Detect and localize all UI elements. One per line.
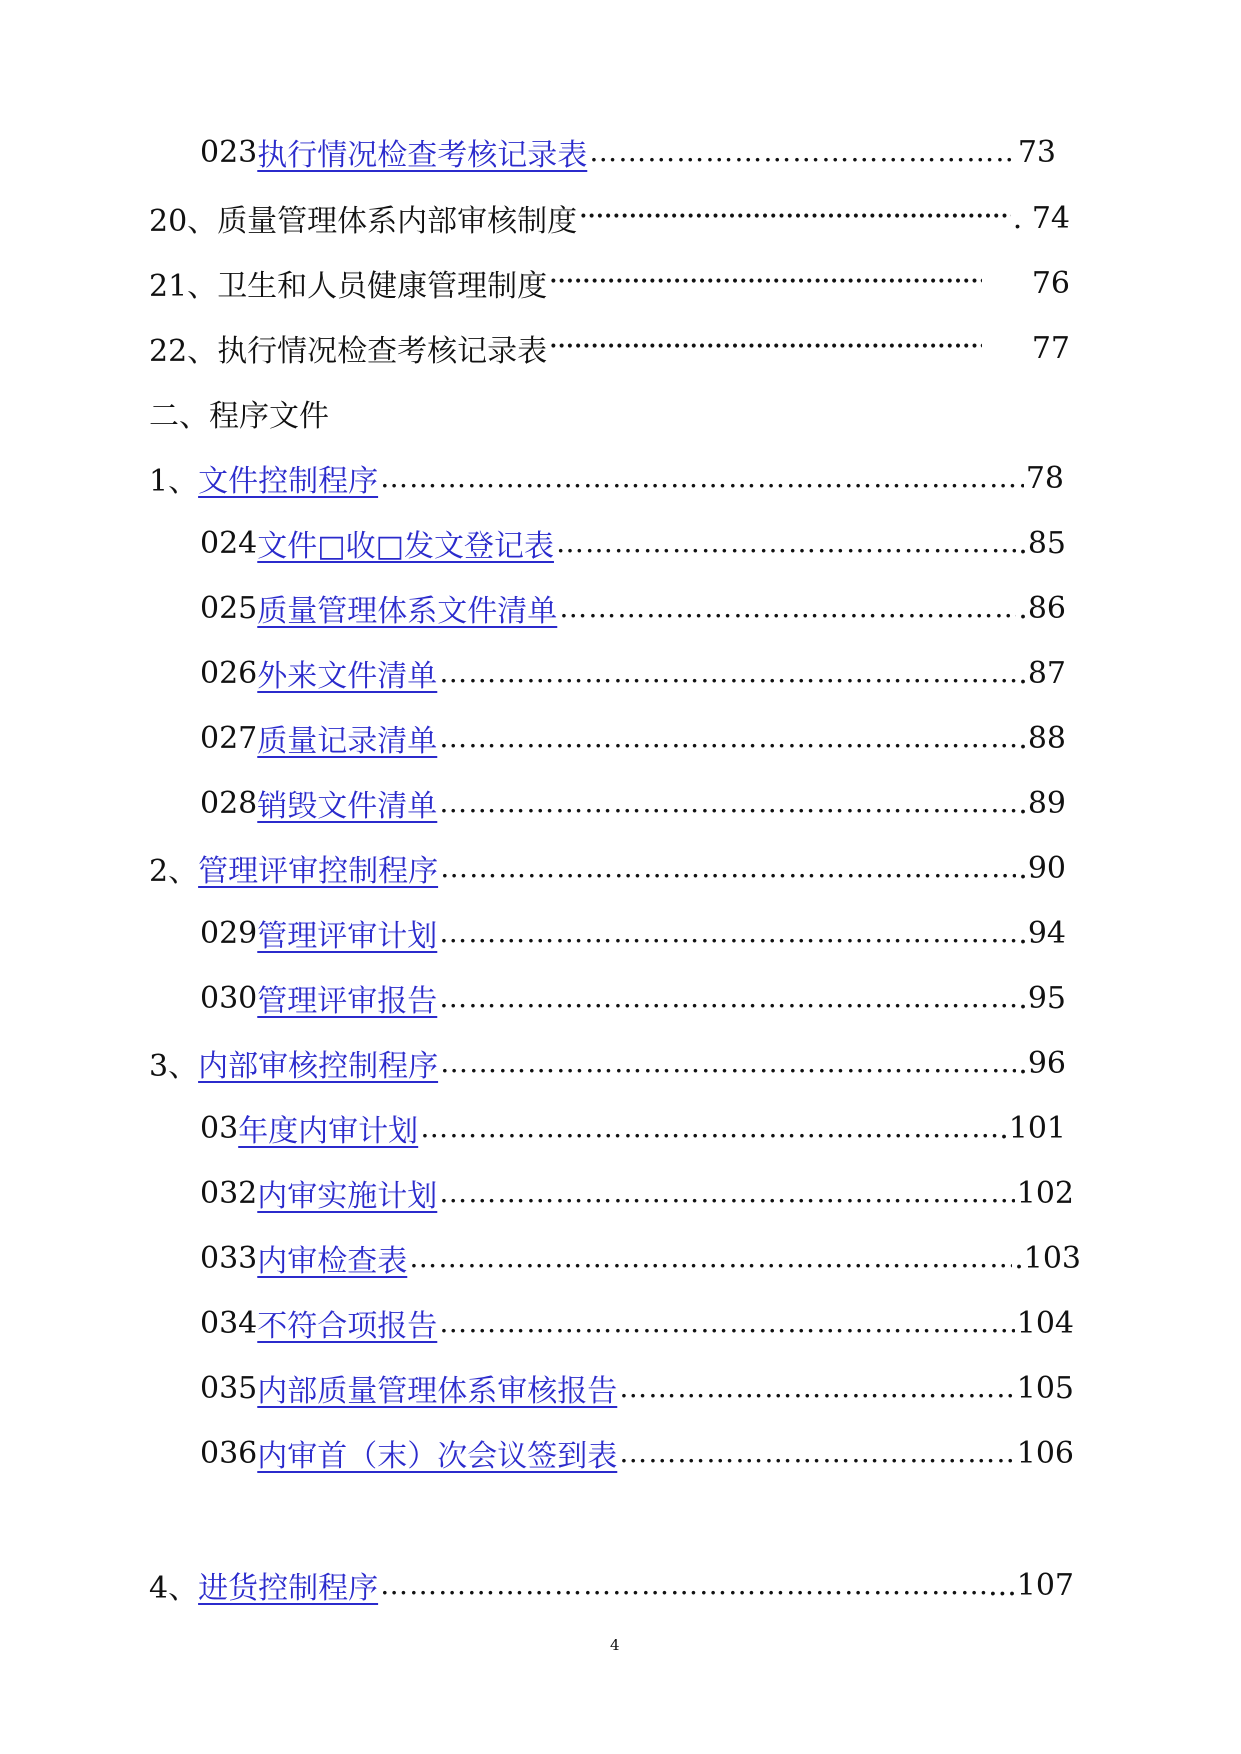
entry-page-number: .101 [999, 1110, 1066, 1146]
entry-page-number: 105 [1016, 1370, 1074, 1406]
dot-leader [439, 976, 1016, 1020]
toc-entry[interactable] [149, 456, 1064, 500]
entry-number: 036 [200, 1435, 258, 1471]
entry-number: 034 [200, 1305, 258, 1341]
toc-entry [149, 261, 1070, 305]
entry-number: 20、 [149, 204, 218, 239]
entry-page-number: .90 [1018, 850, 1066, 886]
dot-leader [420, 1106, 997, 1150]
entry-page-number: .87 [1018, 655, 1066, 691]
section-number: 二、 [149, 399, 209, 434]
toc-entry[interactable] [200, 911, 1066, 955]
toc-entry[interactable] [200, 521, 1066, 565]
entry-page-number: ...107 [988, 1567, 1074, 1603]
dot-leader [380, 456, 1024, 500]
toc-entry[interactable] [200, 1301, 1074, 1345]
entry-title-link[interactable]: 管理评审控制程序 [198, 854, 439, 889]
dot-leader [380, 1563, 986, 1607]
entry-title-link[interactable]: 进货控制程序 [198, 1571, 379, 1606]
entry-number: 033 [200, 1240, 258, 1276]
entry-page-number: 102 [1016, 1175, 1074, 1211]
entry-title: 执行情况检查考核记录表 [217, 334, 548, 369]
section-title: 程序文件 [209, 399, 329, 434]
bullet-leader [549, 261, 982, 305]
entry-title-link[interactable]: 内部审核控制程序 [198, 1049, 439, 1084]
entry-number: 032 [200, 1175, 258, 1211]
entry-page-number: 104 [1016, 1305, 1074, 1341]
entry-title-link[interactable]: 质量管理体系文件清单 [257, 594, 558, 629]
entry-number: 1、 [149, 464, 199, 499]
entry-title-link[interactable]: 外来文件清单 [257, 659, 438, 694]
entry-page-number: 77 [1031, 330, 1070, 366]
entry-page-number: . 74 [1012, 200, 1070, 236]
entry-number: 024 [200, 525, 258, 561]
toc-entry[interactable] [200, 716, 1066, 760]
entry-page-number: .86 [1018, 590, 1066, 626]
section-heading [149, 391, 749, 435]
toc-entry[interactable] [200, 1366, 1074, 1410]
entry-title-link[interactable]: 管理评审报告 [257, 984, 438, 1019]
entry-page-number: .96 [1018, 1045, 1066, 1081]
entry-title-link[interactable]: 不符合项报告 [257, 1309, 438, 1344]
entry-page-number: .95 [1018, 980, 1066, 1016]
entry-page-number: .89 [1018, 785, 1066, 821]
dot-leader [559, 586, 1016, 630]
entry-title: 卫生和人员健康管理制度 [217, 269, 548, 304]
bullet-leader [549, 326, 982, 370]
entry-page-number: .103 [1014, 1240, 1081, 1276]
entry-title-link[interactable]: 质量记录清单 [257, 724, 438, 759]
toc-entry [149, 196, 1070, 240]
dot-leader [589, 130, 1016, 174]
toc-entry[interactable] [200, 1431, 1074, 1475]
entry-title-link[interactable]: 管理评审计划 [257, 919, 438, 954]
entry-number: 026 [200, 655, 258, 691]
toc-entry [149, 326, 1070, 370]
toc-entry[interactable] [149, 1041, 1066, 1085]
entry-title-link[interactable]: 内审检查表 [257, 1244, 408, 1279]
toc-entry[interactable] [200, 651, 1066, 695]
entry-number: 029 [200, 915, 258, 951]
entry-title-link[interactable]: 执行情况检查考核记录表 [257, 138, 588, 173]
entry-page-number: 106 [1016, 1435, 1074, 1471]
entry-page-number: 73 [1017, 134, 1056, 170]
dot-leader [619, 1431, 1014, 1475]
entry-number: 4、 [149, 1571, 199, 1606]
entry-number: 3、 [149, 1049, 199, 1084]
entry-title-link[interactable]: 内审首（末）次会议签到表 [257, 1439, 618, 1474]
toc-entry[interactable] [200, 1236, 1081, 1280]
dot-leader [439, 911, 1016, 955]
entry-number: 028 [200, 785, 258, 821]
entry-page-number: .88 [1018, 720, 1066, 756]
entry-title-link[interactable]: 文件□收□发文登记表 [257, 529, 554, 564]
entry-page-number: 76 [1031, 265, 1070, 301]
toc-entry[interactable] [200, 976, 1066, 1020]
bullet-leader [579, 196, 1011, 240]
toc-entry[interactable] [200, 130, 1056, 174]
entry-number: 027 [200, 720, 258, 756]
dot-leader [556, 521, 1016, 565]
dot-leader [439, 651, 1016, 695]
toc-entry[interactable] [149, 1563, 1074, 1607]
toc-entry[interactable] [200, 1171, 1074, 1215]
dot-leader [409, 1236, 1012, 1280]
toc-entry[interactable] [200, 1106, 1066, 1150]
entry-number: 035 [200, 1370, 258, 1406]
toc-entry[interactable] [200, 781, 1066, 825]
entry-title-link[interactable]: 文件控制程序 [198, 464, 379, 499]
entry-number: 023 [200, 134, 258, 170]
entry-number: 030 [200, 980, 258, 1016]
dot-leader [439, 716, 1016, 760]
page-footer-number: 4 [610, 1636, 620, 1654]
entry-number: 2、 [149, 854, 199, 889]
entry-number: 22、 [149, 334, 218, 369]
entry-page-number: 78 [1025, 460, 1064, 496]
entry-title-link[interactable]: 内部质量管理体系审核报告 [257, 1374, 618, 1409]
entry-number: 03 [200, 1110, 239, 1146]
entry-title-link[interactable]: 年度内审计划 [238, 1114, 419, 1149]
dot-leader [440, 1041, 1016, 1085]
toc-entry[interactable] [200, 586, 1066, 630]
dot-leader [439, 781, 1016, 825]
dot-leader [440, 846, 1016, 890]
dot-leader [619, 1366, 1014, 1410]
entry-page-number: .94 [1018, 915, 1066, 951]
toc-entry[interactable] [149, 846, 1066, 890]
entry-title: 质量管理体系内部审核制度 [217, 204, 578, 239]
entry-number: 21、 [149, 269, 218, 304]
entry-page-number: .85 [1018, 525, 1066, 561]
entry-number: 025 [200, 590, 258, 626]
dot-leader [439, 1301, 1014, 1345]
entry-title-link[interactable]: 销毁文件清单 [257, 789, 438, 824]
entry-title-link[interactable]: 内审实施计划 [257, 1179, 438, 1214]
dot-leader [439, 1171, 1014, 1215]
